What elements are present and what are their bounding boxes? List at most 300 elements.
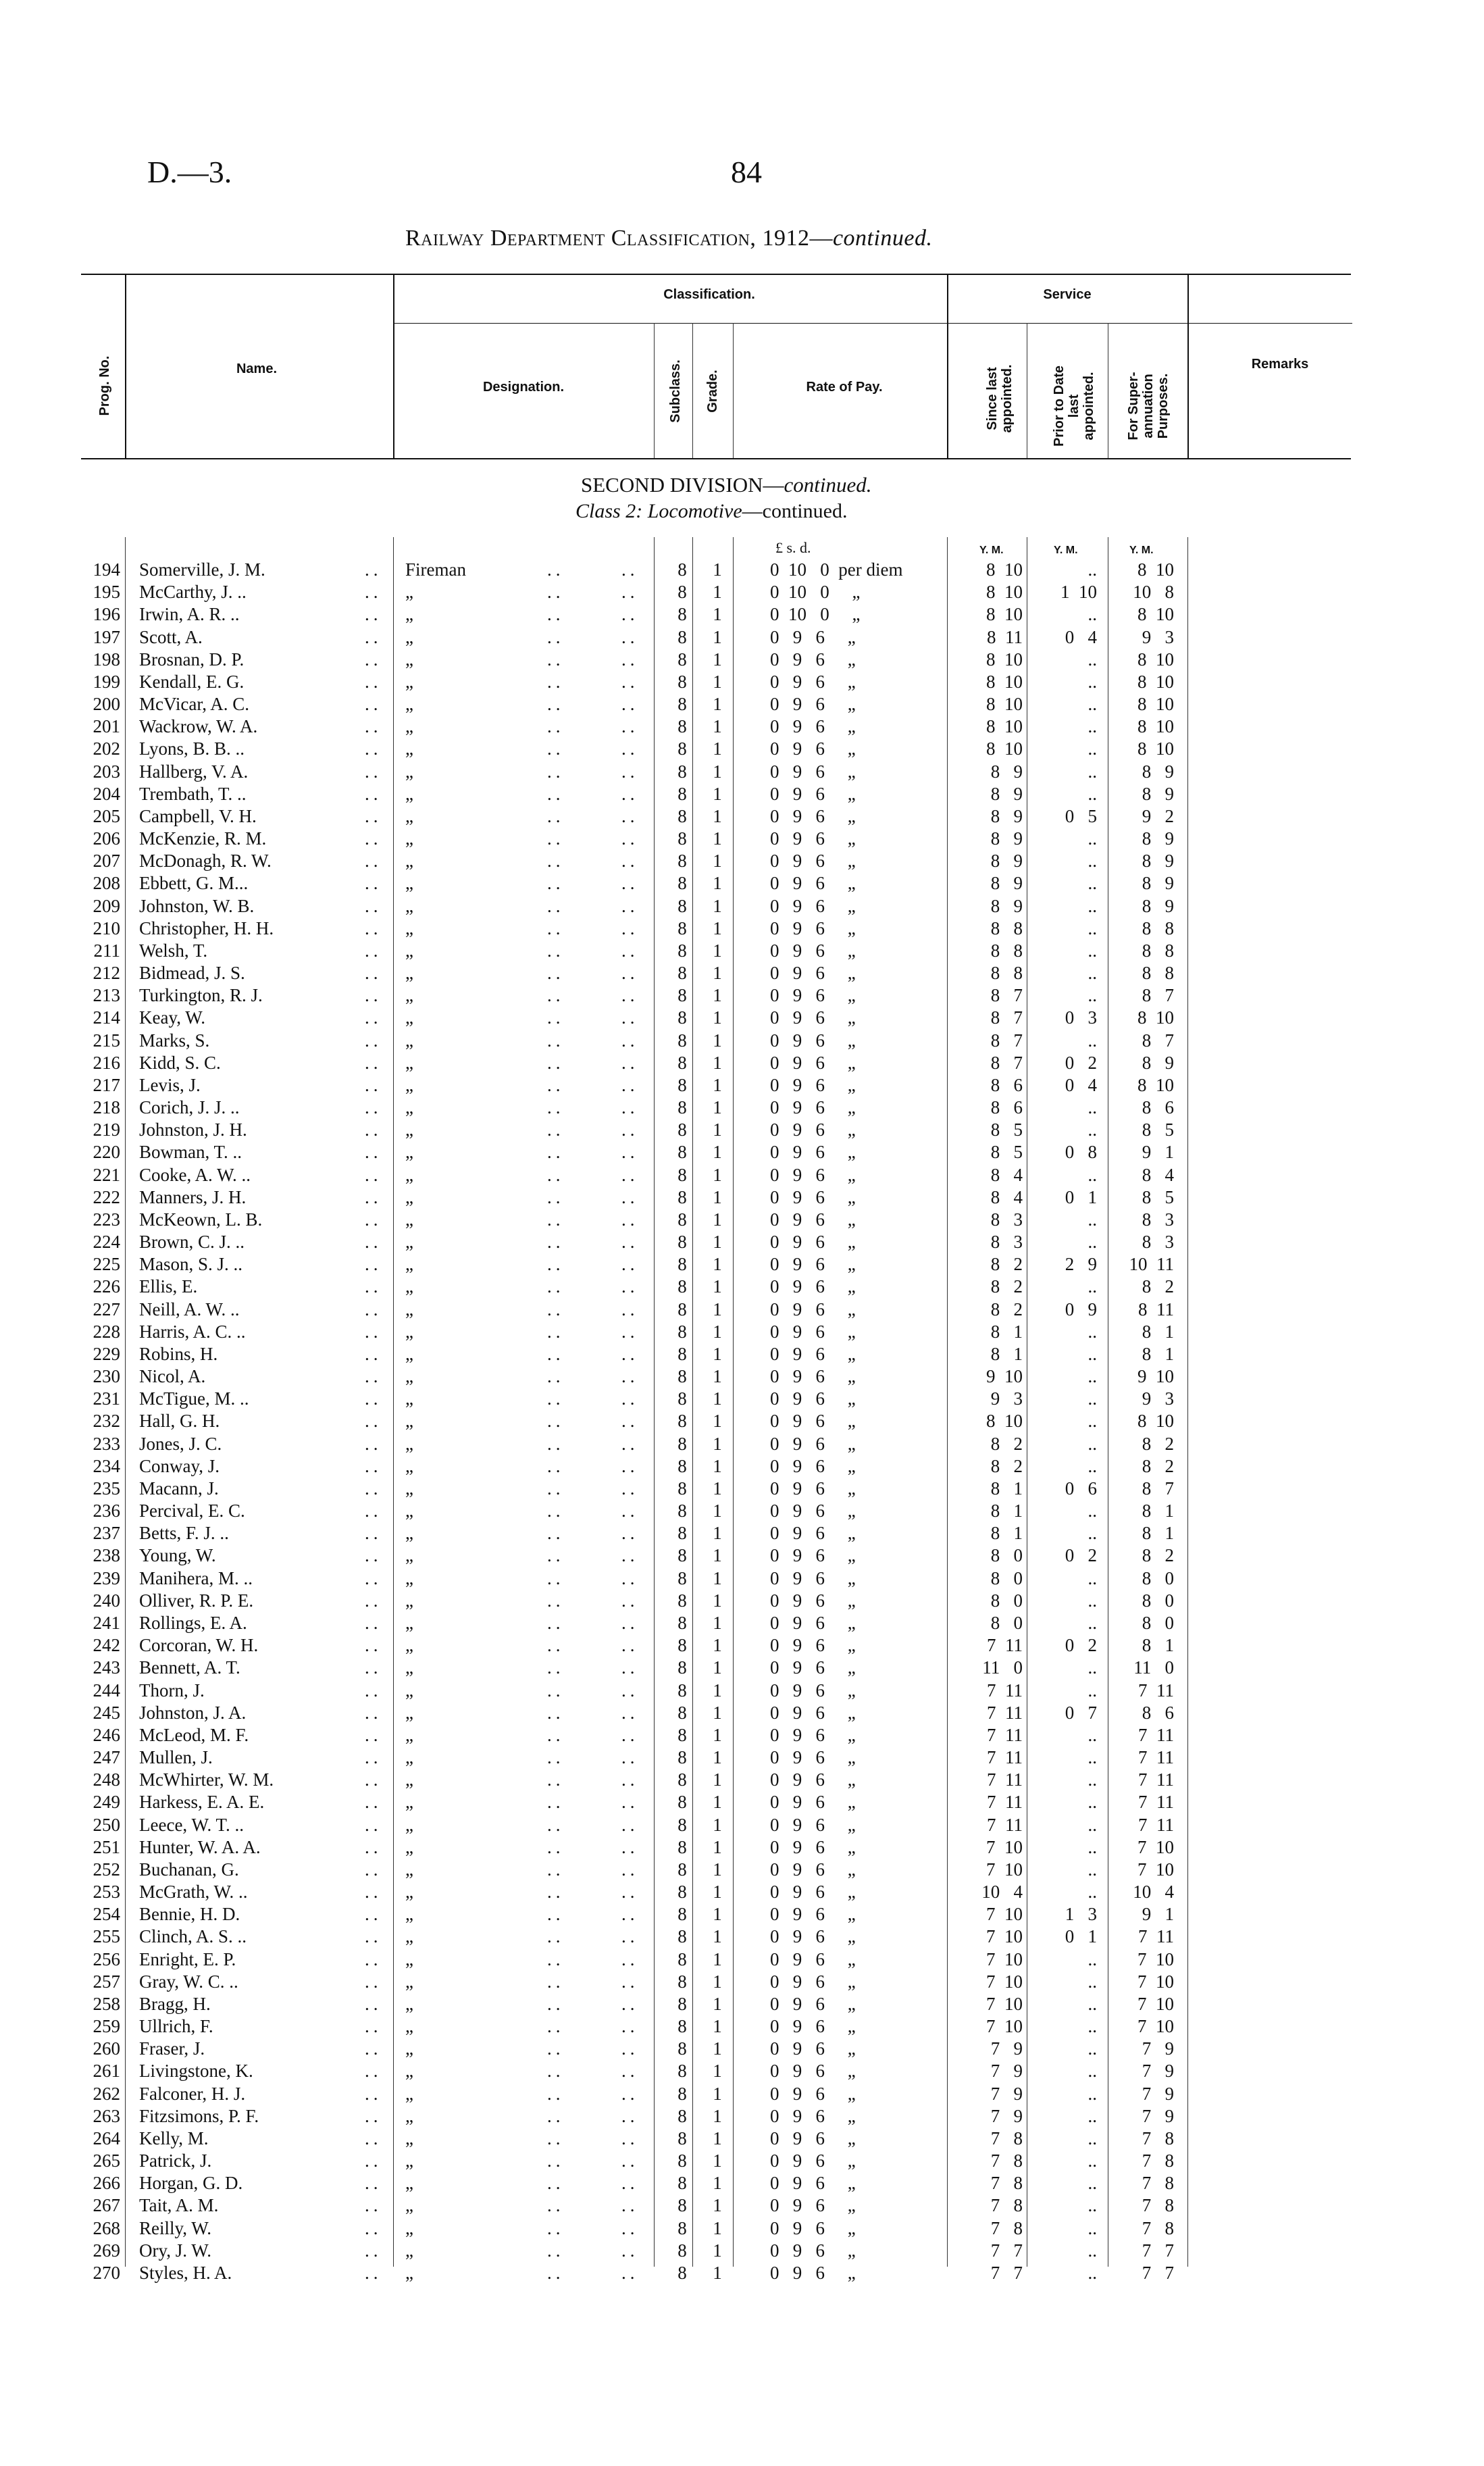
leader-dots: .. xyxy=(365,2195,382,2216)
row-grade: 1 xyxy=(713,1007,722,1028)
row-prog-no: 250 xyxy=(93,1814,120,1835)
leader-dots: .. xyxy=(547,716,565,737)
table-row xyxy=(0,1859,1484,1881)
leader-dots: .. xyxy=(365,582,382,603)
row-designation: „ xyxy=(405,1097,413,1118)
row-prior-to-date: .. xyxy=(1088,2262,1097,2283)
row-subclass: 8 xyxy=(677,963,687,984)
row-for-super: 8 3 xyxy=(1142,1209,1174,1230)
leader-dots: .. xyxy=(547,2128,565,2148)
row-for-super: 8 1 xyxy=(1142,1321,1174,1342)
row-grade: 1 xyxy=(713,851,722,872)
row-grade: 1 xyxy=(713,1635,722,1656)
class-name: Locomotive xyxy=(647,500,742,522)
row-for-super: 7 11 xyxy=(1138,1680,1174,1701)
table-row xyxy=(0,1365,1484,1388)
table-row xyxy=(0,1948,1484,1971)
leader-dots: .. xyxy=(365,1411,382,1432)
leader-dots: .. xyxy=(621,604,639,625)
leader-dots: .. xyxy=(547,1007,565,1028)
row-subclass: 8 xyxy=(677,851,687,872)
leader-dots: .. xyxy=(621,1030,639,1051)
row-subclass: 8 xyxy=(677,1926,687,1947)
row-designation: „ xyxy=(405,783,413,804)
leader-dots: .. xyxy=(365,1971,382,1992)
leader-dots: .. xyxy=(547,559,565,580)
leader-dots: .. xyxy=(547,1836,565,1857)
row-name: Mullen, J. xyxy=(139,1747,213,1767)
row-grade: 1 xyxy=(713,1523,722,1544)
row-rate: 0 9 6 „ xyxy=(770,1724,856,1745)
row-rate: 0 9 6 „ xyxy=(770,1882,856,1903)
leader-dots: .. xyxy=(621,1433,639,1454)
row-grade: 1 xyxy=(713,1769,722,1790)
row-prior-to-date: .. xyxy=(1088,2195,1097,2216)
row-for-super: 8 0 xyxy=(1142,1590,1174,1611)
leader-dots: .. xyxy=(365,694,382,715)
row-designation: „ xyxy=(405,1254,413,1275)
row-for-super: 7 11 xyxy=(1138,1792,1174,1813)
row-prog-no: 234 xyxy=(93,1455,120,1476)
leader-dots: .. xyxy=(621,805,639,826)
row-prior-to-date: .. xyxy=(1088,559,1097,580)
row-grade: 1 xyxy=(713,559,722,580)
row-prog-no: 198 xyxy=(93,649,120,670)
leader-dots: .. xyxy=(547,1052,565,1073)
row-grade: 1 xyxy=(713,1993,722,2014)
row-subclass: 8 xyxy=(677,1388,687,1409)
row-prog-no: 242 xyxy=(93,1635,120,1656)
row-designation: „ xyxy=(405,985,413,1006)
row-designation: „ xyxy=(405,2105,413,2126)
leader-dots: .. xyxy=(365,1657,382,1678)
row-since-last: 7 8 xyxy=(990,2195,1023,2216)
leader-dots: .. xyxy=(547,1164,565,1185)
row-for-super: 8 9 xyxy=(1142,783,1174,804)
row-name: Christopher, H. H. xyxy=(139,917,274,938)
header-divider-designation xyxy=(654,323,655,458)
leader-dots: .. xyxy=(547,1747,565,1767)
row-designation: „ xyxy=(405,1971,413,1992)
leader-dots: .. xyxy=(621,1904,639,1925)
row-name: McGrath, W. .. xyxy=(139,1882,248,1903)
row-designation: „ xyxy=(405,1074,413,1095)
row-prog-no: 199 xyxy=(93,671,120,692)
row-designation: „ xyxy=(405,1814,413,1835)
row-grade: 1 xyxy=(713,1232,722,1253)
leader-dots: .. xyxy=(547,1209,565,1230)
row-subclass: 8 xyxy=(677,1030,687,1051)
row-prog-no: 216 xyxy=(93,1052,120,1073)
leader-dots: .. xyxy=(365,1567,382,1588)
row-prog-no: 258 xyxy=(93,1993,120,2014)
leader-dots: .. xyxy=(547,1366,565,1387)
row-designation: „ xyxy=(405,2083,413,2104)
row-subclass: 8 xyxy=(677,1433,687,1454)
leader-dots: .. xyxy=(547,1142,565,1163)
row-since-last: 7 9 xyxy=(990,2083,1023,2104)
row-designation: „ xyxy=(405,604,413,625)
row-name: McDonagh, R. W. xyxy=(139,851,272,872)
row-prog-no: 196 xyxy=(93,604,120,625)
row-name: Lyons, B. B. .. xyxy=(139,738,245,759)
row-grade: 1 xyxy=(713,1501,722,1521)
table-row xyxy=(0,1119,1484,1141)
leader-dots: .. xyxy=(547,1635,565,1656)
header-classification: Classification. xyxy=(663,287,755,302)
row-grade: 1 xyxy=(713,1702,722,1723)
row-grade: 1 xyxy=(713,694,722,715)
row-rate: 0 9 6 „ xyxy=(770,2083,856,2104)
row-for-super: 8 10 xyxy=(1137,694,1174,715)
row-rate: 0 9 6 „ xyxy=(770,671,856,692)
row-subclass: 8 xyxy=(677,1074,687,1095)
row-name: Styles, H. A. xyxy=(139,2262,232,2283)
row-name: McCarthy, J. .. xyxy=(139,582,247,603)
row-name: McKeown, L. B. xyxy=(139,1209,263,1230)
leader-dots: .. xyxy=(547,2217,565,2238)
leader-dots: .. xyxy=(547,1567,565,1588)
row-grade: 1 xyxy=(713,1321,722,1342)
row-grade: 1 xyxy=(713,604,722,625)
row-prior-to-date: .. xyxy=(1088,2105,1097,2126)
row-designation: „ xyxy=(405,1343,413,1364)
row-name: Levis, J. xyxy=(139,1074,201,1095)
row-for-super: 7 8 xyxy=(1142,2195,1174,2216)
row-rate: 0 9 6 „ xyxy=(770,1501,856,1521)
row-name: Percival, E. C. xyxy=(139,1501,245,1521)
row-rate: 0 9 6 „ xyxy=(770,1142,856,1163)
row-designation: „ xyxy=(405,1567,413,1588)
row-for-super: 8 10 xyxy=(1137,649,1174,670)
leader-dots: .. xyxy=(547,1590,565,1611)
table-row xyxy=(0,1814,1484,1836)
division-name: SECOND DIVISION— xyxy=(581,473,784,497)
row-prog-no: 212 xyxy=(93,963,120,984)
leader-dots: .. xyxy=(547,1769,565,1790)
leader-dots: .. xyxy=(365,828,382,849)
row-prog-no: 245 xyxy=(93,1702,120,1723)
leader-dots: .. xyxy=(547,1814,565,1835)
row-name: Jones, J. C. xyxy=(139,1433,222,1454)
row-prior-to-date: 0 2 xyxy=(1065,1052,1097,1073)
row-rate: 0 9 6 „ xyxy=(770,1321,856,1342)
leader-dots: .. xyxy=(365,1052,382,1073)
row-since-last: 7 7 xyxy=(990,2262,1023,2283)
row-rate: 0 9 6 „ xyxy=(770,1119,856,1140)
row-designation: „ xyxy=(405,1612,413,1633)
table-row xyxy=(0,2015,1484,2038)
row-prog-no: 269 xyxy=(93,2240,120,2261)
row-name: Hunter, W. A. A. xyxy=(139,1836,261,1857)
header-designation: Designation. xyxy=(482,380,564,395)
leader-dots: .. xyxy=(621,1142,639,1163)
row-designation: „ xyxy=(405,1904,413,1925)
table-row xyxy=(0,649,1484,671)
row-for-super: 8 10 xyxy=(1137,1074,1174,1095)
row-subclass: 8 xyxy=(677,626,687,647)
leader-dots: .. xyxy=(547,2105,565,2126)
leader-dots: .. xyxy=(547,851,565,872)
leader-dots: .. xyxy=(365,1545,382,1566)
table-row xyxy=(0,1881,1484,1903)
row-name: Livingstone, K. xyxy=(139,2061,253,2082)
leader-dots: .. xyxy=(547,2262,565,2283)
row-since-last: 7 10 xyxy=(986,1904,1023,1925)
row-prior-to-date: .. xyxy=(1088,985,1097,1006)
row-for-super: 8 11 xyxy=(1138,1299,1174,1319)
header-grade: Grade. xyxy=(705,370,720,413)
row-for-super: 8 10 xyxy=(1137,671,1174,692)
leader-dots: .. xyxy=(365,1523,382,1544)
leader-dots: .. xyxy=(547,1232,565,1253)
leader-dots: .. xyxy=(365,1836,382,1857)
row-designation: „ xyxy=(405,1388,413,1409)
row-rate: 0 9 6 „ xyxy=(770,2217,856,2238)
table-row xyxy=(0,1455,1484,1478)
leader-dots: .. xyxy=(621,1455,639,1476)
row-prior-to-date: .. xyxy=(1088,1433,1097,1454)
title-year: 1912— xyxy=(762,226,833,251)
leader-dots: .. xyxy=(365,1769,382,1790)
row-subclass: 8 xyxy=(677,1097,687,1118)
leader-dots: .. xyxy=(621,1478,639,1499)
table-row xyxy=(0,1612,1484,1634)
row-prog-no: 241 xyxy=(93,1612,120,1633)
row-name: Ebbett, G. M... xyxy=(139,873,249,894)
row-name: Ory, J. W. xyxy=(139,2240,212,2261)
row-designation: „ xyxy=(405,1948,413,1969)
row-for-super: 8 6 xyxy=(1142,1097,1174,1118)
leader-dots: .. xyxy=(621,1702,639,1723)
row-for-super: 8 1 xyxy=(1142,1501,1174,1521)
leader-dots: .. xyxy=(621,2105,639,2126)
row-prog-no: 215 xyxy=(93,1030,120,1051)
row-subclass: 8 xyxy=(677,1971,687,1992)
row-since-last: 7 8 xyxy=(990,2128,1023,2148)
row-since-last: 10 4 xyxy=(981,1882,1023,1903)
row-grade: 1 xyxy=(713,2195,722,2216)
row-grade: 1 xyxy=(713,828,722,849)
row-prior-to-date: .. xyxy=(1088,604,1097,625)
row-name: Brown, C. J. .. xyxy=(139,1232,245,1253)
row-prog-no: 239 xyxy=(93,1567,120,1588)
row-since-last: 8 2 xyxy=(990,1276,1023,1297)
row-for-super: 8 0 xyxy=(1142,1567,1174,1588)
row-since-last: 8 2 xyxy=(990,1455,1023,1476)
header-top-rule xyxy=(81,274,1351,275)
row-designation: „ xyxy=(405,873,413,894)
row-since-last: 8 10 xyxy=(986,649,1023,670)
row-prog-no: 232 xyxy=(93,1411,120,1432)
row-prior-to-date: .. xyxy=(1088,1747,1097,1767)
table-row xyxy=(0,559,1484,581)
row-rate: 0 9 6 „ xyxy=(770,1478,856,1499)
row-since-last: 7 7 xyxy=(990,2240,1023,2261)
leader-dots: .. xyxy=(621,1186,639,1207)
leader-dots: .. xyxy=(621,1209,639,1230)
row-since-last: 7 8 xyxy=(990,2173,1023,2194)
header-name: Name. xyxy=(236,361,278,376)
row-prior-to-date: .. xyxy=(1088,1657,1097,1678)
table-row xyxy=(0,917,1484,940)
row-prior-to-date: .. xyxy=(1088,1343,1097,1364)
row-rate: 0 9 6 „ xyxy=(770,1836,856,1857)
row-for-super: 7 9 xyxy=(1142,2038,1174,2059)
row-since-last: 8 0 xyxy=(990,1567,1023,1588)
table-row xyxy=(0,850,1484,872)
leader-dots: .. xyxy=(365,1455,382,1476)
leader-dots: .. xyxy=(365,895,382,916)
header-divider-subclass xyxy=(692,323,693,458)
row-for-super: 8 10 xyxy=(1137,738,1174,759)
leader-dots: .. xyxy=(547,1030,565,1051)
table-row xyxy=(0,581,1484,603)
row-grade: 1 xyxy=(713,761,722,782)
leader-dots: .. xyxy=(365,2217,382,2238)
row-prog-no: 251 xyxy=(93,1836,120,1857)
leader-dots: .. xyxy=(547,671,565,692)
row-since-last: 8 9 xyxy=(990,761,1023,782)
row-rate: 0 9 6 „ xyxy=(770,2061,856,2082)
leader-dots: .. xyxy=(621,1859,639,1880)
row-rate: 0 9 6 „ xyxy=(770,1859,856,1880)
row-subclass: 8 xyxy=(677,1501,687,1521)
row-prog-no: 194 xyxy=(93,559,120,580)
row-designation: „ xyxy=(405,1142,413,1163)
row-prior-to-date: .. xyxy=(1088,1993,1097,2014)
row-prior-to-date: 0 1 xyxy=(1065,1186,1097,1207)
table-row xyxy=(0,2128,1484,2150)
row-since-last: 8 9 xyxy=(990,828,1023,849)
row-name: Kendall, E. G. xyxy=(139,671,245,692)
row-designation: „ xyxy=(405,1657,413,1678)
row-since-last: 7 11 xyxy=(987,1747,1023,1767)
leader-dots: .. xyxy=(365,626,382,647)
row-subclass: 8 xyxy=(677,1769,687,1790)
table-row xyxy=(0,2060,1484,2082)
row-prog-no: 257 xyxy=(93,1971,120,1992)
row-subclass: 8 xyxy=(677,1366,687,1387)
row-designation: „ xyxy=(405,1882,413,1903)
row-prior-to-date: .. xyxy=(1088,671,1097,692)
row-name: Neill, A. W. .. xyxy=(139,1299,240,1319)
row-designation: „ xyxy=(405,1276,413,1297)
row-prior-to-date: 0 4 xyxy=(1065,1074,1097,1095)
row-designation: „ xyxy=(405,671,413,692)
row-rate: 0 9 6 „ xyxy=(770,2038,856,2059)
row-prog-no: 214 xyxy=(93,1007,120,1028)
row-name: Clinch, A. S. .. xyxy=(139,1926,247,1947)
row-name: Betts, F. J. .. xyxy=(139,1523,229,1544)
row-subclass: 8 xyxy=(677,1478,687,1499)
leader-dots: .. xyxy=(365,1501,382,1521)
row-prog-no: 210 xyxy=(93,917,120,938)
row-subclass: 8 xyxy=(677,2061,687,2082)
row-since-last: 8 1 xyxy=(990,1501,1023,1521)
table-row xyxy=(0,1478,1484,1500)
row-rate: 0 9 6 „ xyxy=(770,1545,856,1566)
leader-dots: .. xyxy=(621,963,639,984)
table-row xyxy=(0,1097,1484,1119)
since-units: Y. M. xyxy=(979,545,1004,556)
leader-dots: .. xyxy=(621,917,639,938)
table-row xyxy=(0,1186,1484,1209)
table-row xyxy=(0,962,1484,984)
row-designation: „ xyxy=(405,1926,413,1947)
row-since-last: 8 5 xyxy=(990,1142,1023,1163)
row-prog-no: 236 xyxy=(93,1501,120,1521)
row-rate: 0 9 6 „ xyxy=(770,1590,856,1611)
leader-dots: .. xyxy=(365,1299,382,1319)
leader-dots: .. xyxy=(621,1657,639,1678)
row-name: Ellis, E. xyxy=(139,1276,198,1297)
row-name: Gray, W. C. .. xyxy=(139,1971,238,1992)
row-grade: 1 xyxy=(713,1792,722,1813)
row-for-super: 7 11 xyxy=(1138,1747,1174,1767)
row-designation: „ xyxy=(405,1993,413,2014)
row-since-last: 8 1 xyxy=(990,1321,1023,1342)
leader-dots: .. xyxy=(547,1433,565,1454)
row-subclass: 8 xyxy=(677,716,687,737)
leader-dots: .. xyxy=(621,1769,639,1790)
leader-dots: .. xyxy=(365,1030,382,1051)
leader-dots: .. xyxy=(365,1254,382,1275)
row-for-super: 8 9 xyxy=(1142,1052,1174,1073)
leader-dots: .. xyxy=(547,1657,565,1678)
row-subclass: 8 xyxy=(677,2128,687,2148)
row-subclass: 8 xyxy=(677,1232,687,1253)
row-designation: „ xyxy=(405,2217,413,2238)
row-since-last: 8 9 xyxy=(990,851,1023,872)
row-name: Johnston, W. B. xyxy=(139,895,255,916)
row-prog-no: 267 xyxy=(93,2195,120,2216)
row-designation: „ xyxy=(405,828,413,849)
row-subclass: 8 xyxy=(677,1590,687,1611)
row-rate: 0 9 6 „ xyxy=(770,716,856,737)
row-name: Macann, J. xyxy=(139,1478,219,1499)
table-row xyxy=(0,1791,1484,1813)
row-prior-to-date: 1 3 xyxy=(1065,1904,1097,1925)
row-prior-to-date: .. xyxy=(1088,1836,1097,1857)
row-prog-no: 225 xyxy=(93,1254,120,1275)
row-subclass: 8 xyxy=(677,1142,687,1163)
leader-dots: .. xyxy=(547,940,565,961)
row-prog-no: 222 xyxy=(93,1186,120,1207)
table-row xyxy=(0,2217,1484,2240)
row-prog-no: 256 xyxy=(93,1948,120,1969)
row-subclass: 8 xyxy=(677,1836,687,1857)
row-for-super: 7 10 xyxy=(1137,1993,1174,2014)
row-subclass: 8 xyxy=(677,917,687,938)
leader-dots: .. xyxy=(621,1052,639,1073)
leader-dots: .. xyxy=(547,1523,565,1544)
row-prog-no: 268 xyxy=(93,2217,120,2238)
row-since-last: 9 10 xyxy=(986,1366,1023,1387)
table-row xyxy=(0,715,1484,738)
row-designation: „ xyxy=(405,761,413,782)
row-prior-to-date: .. xyxy=(1088,851,1097,872)
leader-dots: .. xyxy=(621,2173,639,2194)
table-row xyxy=(0,2083,1484,2105)
row-prior-to-date: .. xyxy=(1088,2083,1097,2104)
row-for-super: 11 0 xyxy=(1133,1657,1174,1678)
leader-dots: .. xyxy=(621,1724,639,1745)
row-prog-no: 261 xyxy=(93,2061,120,2082)
row-grade: 1 xyxy=(713,1209,722,1230)
row-prog-no: 218 xyxy=(93,1097,120,1118)
row-for-super: 8 9 xyxy=(1142,873,1174,894)
